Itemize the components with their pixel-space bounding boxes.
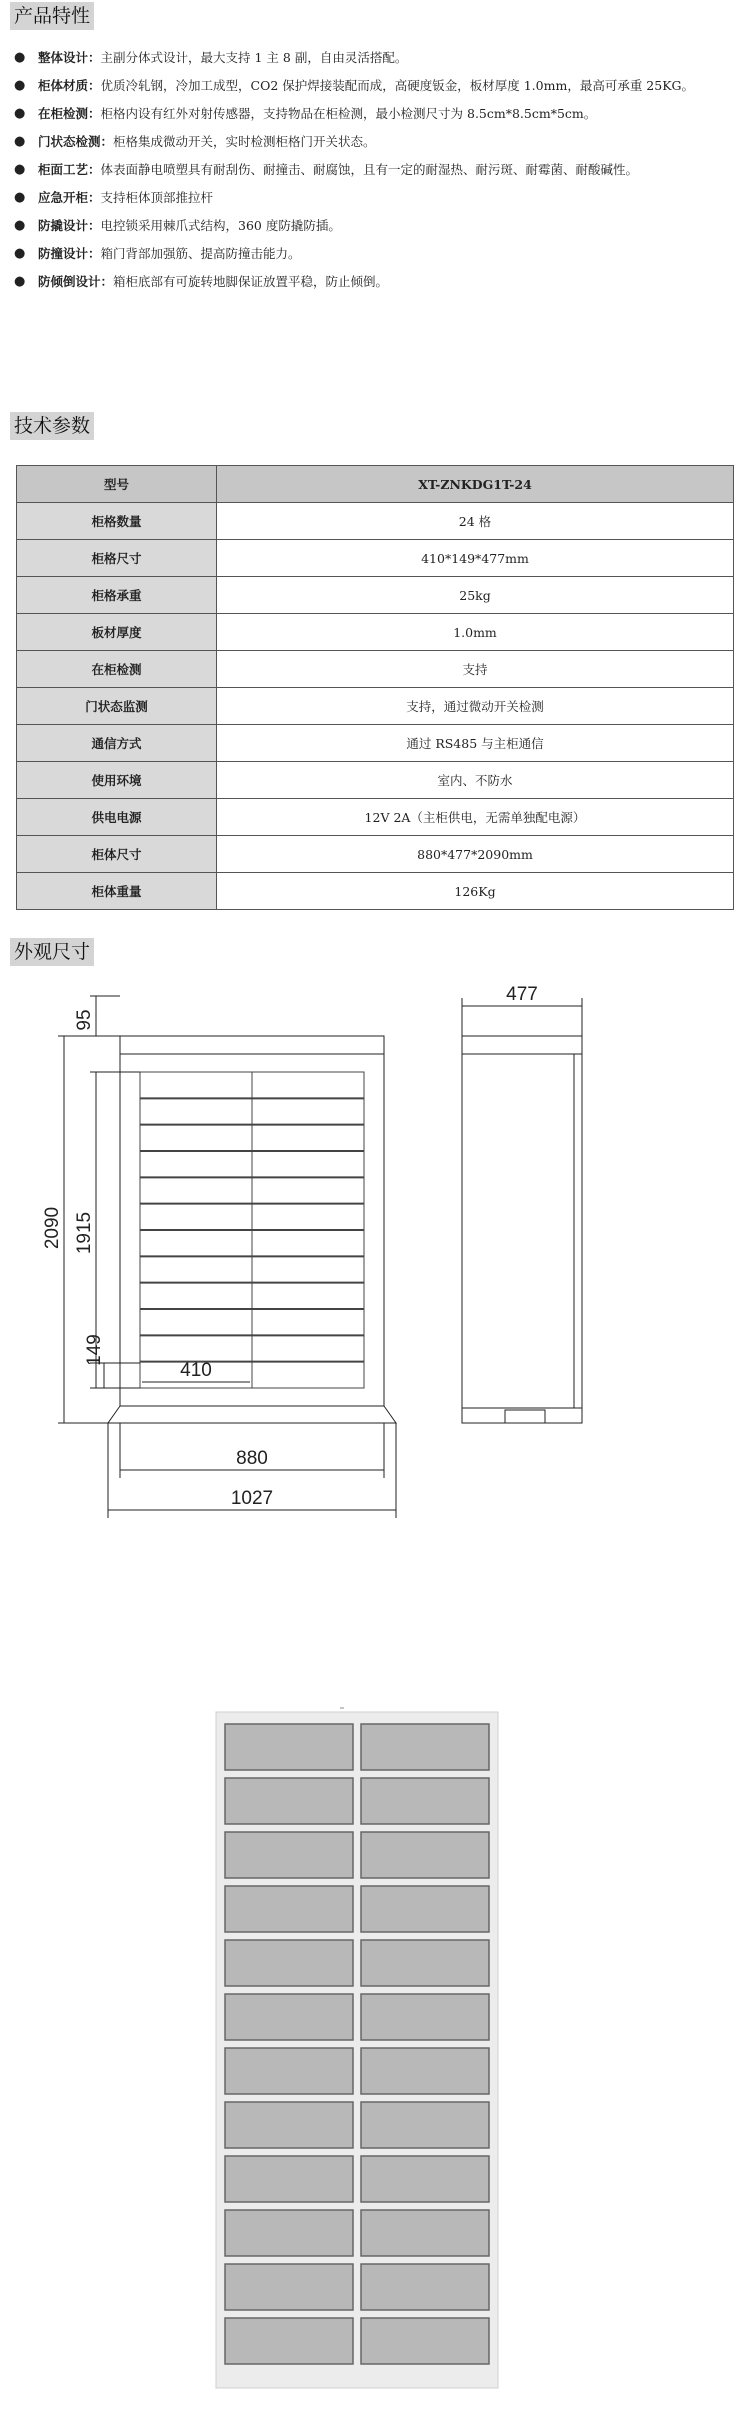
bullet-icon: ● [14,78,26,93]
feature-label: 门状态检测： [38,134,114,149]
feature-label: 应急开柜： [38,190,101,205]
spec-row [17,614,734,651]
feature-text: 柜格集成微动开关，实时检测柜格门开关状态。 [113,134,376,149]
locker-door [225,2048,353,2094]
spec-value: 12V 2A（主柜供电，无需单独配电源） [217,799,734,836]
bullet-icon: ● [14,134,26,149]
spec-key: 板材厚度 [17,614,217,651]
spec-key: 通信方式 [17,725,217,762]
feature-item [8,246,738,262]
locker-door [361,1724,489,1770]
spec-header-row [17,466,734,503]
feature-item [8,50,738,66]
spec-value: 室内、不防水 [217,762,734,799]
spec-key: 柜格数量 [17,503,217,540]
locker-door [225,1994,353,2040]
label-cell-height: 149 [84,1334,105,1366]
spec-row [17,762,734,799]
locker-door [361,1994,489,2040]
feature-text: 箱柜底部有可旋转地脚保证放置平稳，防止倾倒。 [113,274,389,289]
feature-label: 柜面工艺： [38,162,101,177]
label-total-width: 1027 [230,1488,274,1509]
bullet-icon: ● [14,190,26,205]
feature-text: 优质冷轧钢，冷加工成型，CO2 保护焊接装配而成，高硬度钣金，板材厚度 1.0mm，最高可承重 25KG。 [100,78,695,93]
spec-row [17,836,734,873]
feature-label: 防倾倒设计： [38,274,114,289]
spec-row [17,873,734,910]
feature-item [8,78,738,94]
feature-item [8,106,738,122]
feature-item [8,162,738,178]
locker-door [225,1724,353,1770]
locker-door [225,1778,353,1824]
spec-key: 型号 [17,466,217,503]
bullet-icon: ● [14,274,26,289]
spec-value: XT-ZNKDG1T-24 [217,466,734,503]
feature-item [8,274,738,290]
spec-key: 柜格尺寸 [17,540,217,577]
locker-photo [0,1690,750,2410]
locker-door [361,1886,489,1932]
spec-key: 门状态监测 [17,688,217,725]
locker-door [225,1832,353,1878]
bullet-icon: ● [14,246,26,261]
locker-door [361,2210,489,2256]
spec-value: 24 格 [217,503,734,540]
specs-title: 技术参数 [10,412,94,440]
feature-text: 柜格内设有红外对射传感器，支持物品在柜检测，最小检测尺寸为 8.5cm*8.5cm*5cm。 [100,106,597,121]
locker-door [361,2264,489,2310]
label-cabinet-width: 880 [236,1448,268,1469]
spec-row [17,799,734,836]
locker-door [225,1886,353,1932]
locker-door [361,2156,489,2202]
feature-label: 在柜检测： [38,106,101,121]
bullet-icon: ● [14,106,26,121]
spec-row [17,651,734,688]
feature-label: 柜体材质： [38,78,101,93]
spec-value: 1.0mm [217,614,734,651]
spec-row [17,577,734,614]
feature-label: 防撬设计： [38,218,101,233]
bullet-icon: ● [14,218,26,233]
spec-key: 柜体尺寸 [17,836,217,873]
locker-door [225,2318,353,2364]
bullet-icon: ● [14,50,26,65]
spec-value: 支持 [217,651,734,688]
locker-door [361,2102,489,2148]
feature-label: 防撞设计： [38,246,101,261]
spec-table [16,465,734,910]
spec-value: 126Kg [217,873,734,910]
spec-row [17,540,734,577]
spec-row [17,725,734,762]
feature-text: 支持柜体顶部推拉杆 [100,190,214,205]
locker-door [361,2048,489,2094]
locker-door [225,2210,353,2256]
feature-label: 整体设计： [38,50,101,65]
label-top-gap: 95 [74,1009,95,1031]
spec-key: 使用环境 [17,762,217,799]
dimension-drawing [0,978,750,1698]
feature-text: 主副分体式设计，最大支持 1 主 8 副，自由灵活搭配。 [100,50,408,65]
feature-text: 箱门背部加强筋、提高防撞击能力。 [100,246,301,261]
side-view-outline [462,1036,582,1423]
spec-value: 880*477*2090mm [217,836,734,873]
features-title: 产品特性 [10,2,94,30]
bullet-icon: ● [14,162,26,177]
label-cell-width: 410 [180,1360,212,1381]
spec-value: 通过 RS485 与主柜通信 [217,725,734,762]
locker-door [225,2156,353,2202]
locker-door [361,2318,489,2364]
feature-text: 体表面静电喷塑具有耐刮伤、耐撞击、耐腐蚀，且有一定的耐湿热、耐污斑、耐霉菌、耐酸碱性。 [100,162,639,177]
feature-item [8,134,738,150]
label-depth: 477 [506,984,538,1005]
locker-door [225,1940,353,1986]
feature-item [8,218,738,234]
spec-row [17,503,734,540]
label-total-height: 2090 [42,1206,63,1250]
spec-row [17,688,734,725]
dims-title: 外观尺寸 [10,938,94,966]
locker-door [361,1778,489,1824]
feature-item [8,190,738,206]
spec-key: 柜格承重 [17,577,217,614]
locker-door [225,2264,353,2310]
locker-door [225,2102,353,2148]
locker-door [361,1940,489,1986]
spec-value: 支持，通过微动开关检测 [217,688,734,725]
label-body-height: 1915 [74,1211,95,1255]
spec-key: 供电电源 [17,799,217,836]
locker-door [361,1832,489,1878]
spec-value: 410*149*477mm [217,540,734,577]
spec-value: 25kg [217,577,734,614]
spec-key: 柜体重量 [17,873,217,910]
feature-text: 电控锁采用棘爪式结构，360 度防撬防插。 [100,218,341,233]
spec-key: 在柜检测 [17,651,217,688]
feature-list [8,50,738,302]
